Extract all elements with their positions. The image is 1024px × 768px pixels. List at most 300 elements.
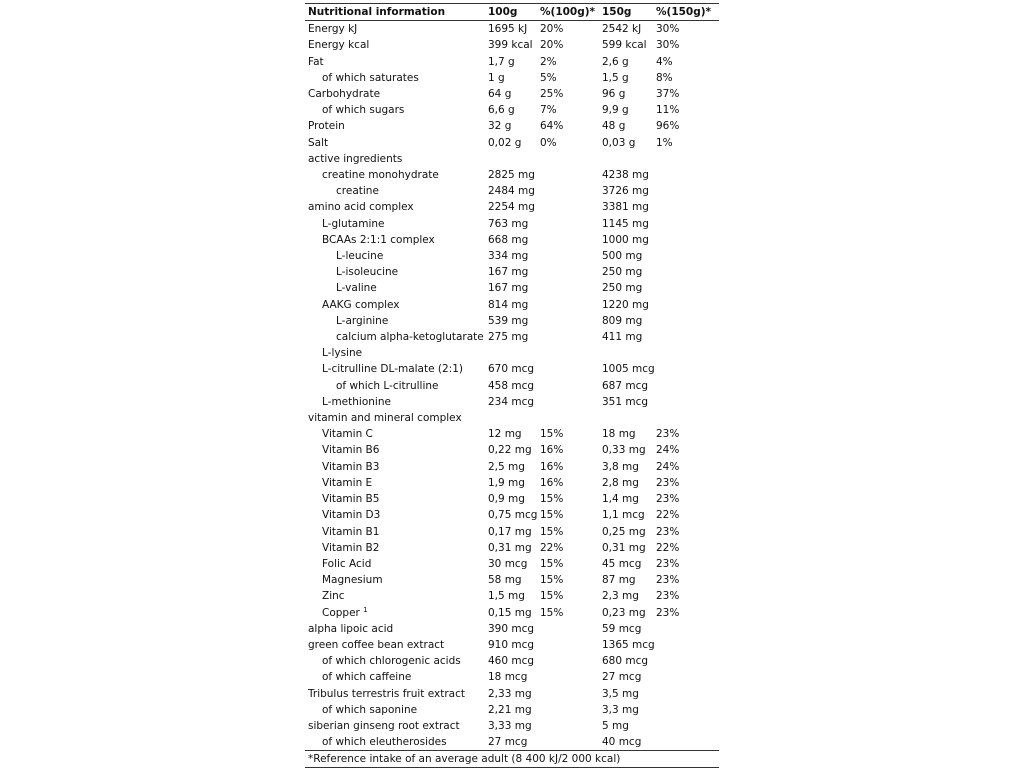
value-150g: 2542 kJ [602, 23, 642, 36]
percent-150g [653, 199, 719, 215]
percent-150g [653, 686, 719, 702]
nutrient-name-text: green coffee bean extract [308, 638, 445, 651]
percent-100g [537, 216, 599, 232]
percent-150g [653, 329, 719, 345]
nutrient-name [305, 264, 485, 280]
nutrient-name [305, 686, 485, 702]
value-100g: 64 g [488, 88, 512, 101]
nutrient-name [305, 313, 485, 329]
value-150g: 5 mg [602, 719, 629, 732]
percent-100g: 0% [540, 136, 557, 149]
percent-150g [653, 734, 719, 750]
percent-100g: 20% [540, 39, 564, 52]
table-row [305, 313, 719, 329]
value-100g: 1,9 mg [488, 476, 525, 489]
nutrient-name [305, 329, 485, 345]
percent-100g: 15% [540, 525, 564, 538]
table-row [305, 718, 719, 734]
value-100g: 763 mg [488, 217, 529, 230]
nutrient-name-text: L-citrulline DL-malate (2:1) [322, 363, 463, 376]
percent-100g: 15% [540, 493, 564, 506]
nutrient-name-text: of which L-citrulline [336, 379, 439, 392]
value-150g: 18 mg [602, 428, 636, 441]
nutrient-name-text: BCAAs 2:1:1 complex [322, 233, 435, 246]
percent-150g [653, 345, 719, 361]
nutrient-name-text: AAKG complex [322, 298, 400, 311]
value-100g: 670 mcg [488, 363, 535, 376]
percent-150g [653, 248, 719, 264]
nutrient-name-text: Carbohydrate [308, 88, 381, 101]
nutrient-name [305, 394, 485, 410]
nutrient-name [305, 248, 485, 264]
value-100g: 12 mg [488, 428, 522, 441]
nutrient-name [305, 102, 485, 118]
table-row [305, 216, 719, 232]
percent-150g: 22% [656, 509, 680, 522]
percent-150g [653, 280, 719, 296]
value-100g: 0,02 g [488, 136, 522, 149]
value-150g: 27 mcg [602, 671, 642, 684]
value-100g: 399 kcal [488, 39, 533, 52]
value-100g: 0,15 mg [488, 606, 532, 619]
footnote: *Reference intake of an average adult (8 400 kJ/2 000 kcal) [305, 750, 719, 768]
value-100g: 275 mg [488, 331, 529, 344]
value-150g: 687 mcg [602, 379, 649, 392]
value-150g: 2,8 mg [602, 476, 639, 489]
nutrient-name [305, 37, 485, 53]
percent-100g [537, 297, 599, 313]
nutrient-name-text: Magnesium [322, 574, 383, 587]
value-100g: 2484 mg [488, 185, 535, 198]
value-100g: 2825 mg [488, 169, 535, 182]
value-150g: 87 mg [602, 574, 636, 587]
value-150g: 0,25 mg [602, 525, 646, 538]
value-100g: 2,21 mg [488, 703, 532, 716]
nutrient-name [305, 345, 485, 361]
percent-150g: 24% [656, 444, 680, 457]
percent-150g [653, 653, 719, 669]
percent-100g: 25% [540, 88, 564, 101]
percent-100g: 64% [540, 120, 564, 133]
nutrient-name [305, 669, 485, 685]
nutrient-name [305, 491, 485, 507]
nutrient-name [305, 475, 485, 491]
percent-150g [653, 702, 719, 718]
percent-100g [537, 410, 599, 426]
nutrient-name-text: Energy kcal [308, 39, 370, 52]
nutrient-name-text: Copper [322, 606, 360, 619]
nutrient-name-text: Salt [308, 136, 329, 149]
nutrient-name [305, 718, 485, 734]
nutrient-name-text: Vitamin C [322, 428, 373, 441]
nutrient-name-text: L-glutamine [322, 217, 385, 230]
percent-100g: 16% [540, 476, 564, 489]
percent-100g [537, 183, 599, 199]
nutrient-name-text: L-valine [336, 282, 377, 295]
table-row [305, 605, 719, 621]
percent-150g [653, 394, 719, 410]
table-row [305, 297, 719, 313]
percent-100g [537, 394, 599, 410]
percent-100g [537, 232, 599, 248]
nutrient-name [305, 410, 485, 426]
nutrient-name [305, 540, 485, 556]
percent-150g [653, 313, 719, 329]
table-row [305, 280, 719, 296]
nutrient-name-text: of which eleutherosides [322, 736, 447, 749]
table-row [305, 135, 719, 151]
table-row [305, 394, 719, 410]
nutrient-name [305, 280, 485, 296]
percent-100g: 15% [540, 557, 564, 570]
header-row [305, 4, 719, 21]
percent-100g [537, 167, 599, 183]
percent-150g [653, 151, 719, 167]
nutrient-name-text: Vitamin B2 [322, 541, 380, 554]
value-150g: 680 mcg [602, 655, 649, 668]
percent-150g: 23% [656, 493, 680, 506]
nutrient-name-text: siberian ginseng root extract [308, 719, 460, 732]
percent-100g: 16% [540, 460, 564, 473]
value-100g: 458 mcg [488, 379, 535, 392]
value-100g: 234 mcg [488, 395, 535, 408]
value-150g: 0,03 g [602, 136, 636, 149]
nutrient-name-text: of which caffeine [322, 671, 412, 684]
header-100g: 100g [485, 4, 537, 21]
value-100g: 2,5 mg [488, 460, 525, 473]
value-150g [599, 151, 653, 167]
table-row [305, 588, 719, 604]
percent-100g [537, 621, 599, 637]
nutrient-name-text: vitamin and mineral complex [308, 412, 462, 425]
nutrient-name-text: creatine monohydrate [322, 169, 439, 182]
value-100g: 0,31 mg [488, 541, 532, 554]
percent-100g: 22% [540, 541, 564, 554]
value-100g [485, 345, 537, 361]
percent-150g: 23% [656, 428, 680, 441]
percent-100g: 16% [540, 444, 564, 457]
value-150g: 40 mcg [602, 736, 642, 749]
nutrient-name [305, 21, 485, 38]
percent-100g: 2% [540, 55, 557, 68]
value-150g: 4238 mg [602, 169, 649, 182]
percent-100g: 15% [540, 590, 564, 603]
table-row [305, 653, 719, 669]
value-100g: 27 mcg [488, 736, 528, 749]
value-100g: 1695 kJ [488, 23, 528, 36]
table-row [305, 345, 719, 361]
nutrient-name [305, 426, 485, 442]
value-100g: 0,17 mg [488, 525, 532, 538]
percent-150g: 37% [656, 88, 680, 101]
value-100g: 58 mg [488, 574, 522, 587]
value-100g: 814 mg [488, 298, 529, 311]
percent-150g: 23% [656, 590, 680, 603]
value-100g: 0,22 mg [488, 444, 532, 457]
value-150g: 2,6 g [602, 55, 629, 68]
value-150g: 3,8 mg [602, 460, 639, 473]
nutrient-name-text: Vitamin B6 [322, 444, 380, 457]
percent-100g [537, 653, 599, 669]
nutrient-name-text: L-isoleucine [336, 266, 399, 279]
nutrient-name-text: Vitamin D3 [322, 509, 381, 522]
percent-100g [537, 686, 599, 702]
value-150g: 2,3 mg [602, 590, 639, 603]
table-row [305, 361, 719, 377]
percent-150g: 23% [656, 476, 680, 489]
value-100g: 32 g [488, 120, 512, 133]
nutrient-name [305, 199, 485, 215]
value-150g: 45 mcg [602, 557, 642, 570]
percent-150g [653, 637, 719, 653]
value-150g: 1220 mg [602, 298, 649, 311]
nutrient-name [305, 556, 485, 572]
value-100g: 167 mg [488, 282, 529, 295]
value-100g: 0,9 mg [488, 493, 525, 506]
percent-150g: 22% [656, 541, 680, 554]
value-100g: 460 mcg [488, 655, 535, 668]
nutrient-name [305, 702, 485, 718]
value-150g: 3,5 mg [602, 687, 639, 700]
percent-100g [537, 702, 599, 718]
nutrient-name-text: calcium alpha-ketoglutarate [336, 331, 484, 344]
nutrient-name-text: Folic Acid [322, 557, 372, 570]
table-row [305, 669, 719, 685]
value-150g: 3726 mg [602, 185, 649, 198]
nutrient-name-text: L-leucine [336, 250, 384, 263]
percent-100g [537, 669, 599, 685]
value-100g: 2,33 mg [488, 687, 532, 700]
value-100g: 1,7 g [488, 55, 515, 68]
percent-100g [537, 361, 599, 377]
table-row [305, 507, 719, 523]
percent-100g [537, 734, 599, 750]
nutrient-name [305, 653, 485, 669]
value-100g: 910 mcg [488, 638, 535, 651]
percent-100g: 20% [540, 23, 564, 36]
percent-150g [653, 167, 719, 183]
value-100g: 390 mcg [488, 622, 535, 635]
value-100g: 167 mg [488, 266, 529, 279]
percent-100g [537, 199, 599, 215]
value-150g: 3381 mg [602, 201, 649, 214]
percent-100g [537, 313, 599, 329]
nutrient-name [305, 507, 485, 523]
nutrient-name [305, 216, 485, 232]
value-150g: 48 g [602, 120, 626, 133]
percent-150g: 11% [656, 104, 680, 117]
nutrient-name-text: of which saturates [322, 71, 419, 84]
percent-150g: 23% [656, 606, 680, 619]
footnote-marker: 1 [363, 605, 368, 614]
nutrient-name [305, 361, 485, 377]
percent-150g: 96% [656, 120, 680, 133]
table-row [305, 264, 719, 280]
table-row [305, 248, 719, 264]
nutrient-name [305, 442, 485, 458]
table-row [305, 572, 719, 588]
table-row [305, 621, 719, 637]
percent-100g: 15% [540, 574, 564, 587]
value-150g: 96 g [602, 88, 626, 101]
table-row [305, 410, 719, 426]
table-row [305, 524, 719, 540]
nutrient-name [305, 605, 485, 621]
percent-100g: 15% [540, 428, 564, 441]
value-100g: 30 mcg [488, 557, 528, 570]
percent-100g [537, 248, 599, 264]
nutrient-name-text: active ingredients [308, 152, 403, 165]
value-150g: 250 mg [602, 282, 643, 295]
value-150g: 59 mcg [602, 622, 642, 635]
table-row [305, 21, 719, 38]
percent-150g: 4% [656, 55, 673, 68]
nutrient-name-text: Protein [308, 120, 345, 133]
table-row [305, 232, 719, 248]
table-header [305, 4, 719, 21]
value-150g: 1,4 mg [602, 493, 639, 506]
nutrient-name [305, 54, 485, 70]
table-row [305, 378, 719, 394]
nutrient-name-text: Zinc [322, 590, 345, 603]
table-body [305, 21, 719, 751]
nutrient-name-text: creatine [336, 185, 379, 198]
nutrient-name [305, 524, 485, 540]
nutrient-name-text: L-methionine [322, 395, 391, 408]
nutrient-name [305, 135, 485, 151]
nutrient-name-text: of which saponine [322, 703, 418, 716]
nutrient-name [305, 151, 485, 167]
percent-150g: 30% [656, 39, 680, 52]
nutrient-name-text: Vitamin B1 [322, 525, 380, 538]
nutrient-name-text: amino acid complex [308, 201, 414, 214]
percent-150g: 8% [656, 71, 673, 84]
percent-150g: 23% [656, 557, 680, 570]
nutrient-name-text: Vitamin B3 [322, 460, 380, 473]
value-100g: 539 mg [488, 314, 529, 327]
percent-100g [537, 151, 599, 167]
percent-150g [653, 621, 719, 637]
percent-100g [537, 637, 599, 653]
percent-100g: 7% [540, 104, 557, 117]
percent-100g [537, 329, 599, 345]
percent-150g: 30% [656, 23, 680, 36]
percent-100g [537, 280, 599, 296]
value-150g: 411 mg [602, 331, 643, 344]
value-150g: 351 mcg [602, 395, 649, 408]
percent-150g: 1% [656, 136, 673, 149]
percent-100g [537, 264, 599, 280]
nutrient-name-text: of which sugars [322, 104, 405, 117]
table-row [305, 637, 719, 653]
nutrient-name-text: L-arginine [336, 314, 389, 327]
value-150g: 1,1 mcg [602, 509, 645, 522]
percent-150g [653, 361, 719, 377]
nutrient-name-text: L-lysine [322, 347, 363, 360]
table-row [305, 459, 719, 475]
percent-150g [653, 410, 719, 426]
table-row [305, 329, 719, 345]
percent-150g [653, 232, 719, 248]
header-percent-150g: %(150g)* [653, 4, 719, 21]
value-100g: 18 mcg [488, 671, 528, 684]
nutrient-name-text: of which chlorogenic acids [322, 655, 461, 668]
value-100g: 2254 mg [488, 201, 535, 214]
value-100g [485, 410, 537, 426]
percent-150g [653, 297, 719, 313]
table-row [305, 86, 719, 102]
value-150g [599, 345, 653, 361]
table-row [305, 734, 719, 750]
value-100g: 1,5 mg [488, 590, 525, 603]
value-150g: 1,5 g [602, 71, 629, 84]
nutrient-name [305, 588, 485, 604]
table-row [305, 491, 719, 507]
table-row [305, 702, 719, 718]
percent-100g [537, 378, 599, 394]
nutrient-name-text: Energy kJ [308, 23, 358, 36]
value-150g: 9,9 g [602, 104, 629, 117]
table-row [305, 118, 719, 134]
percent-100g [537, 718, 599, 734]
table-row [305, 556, 719, 572]
nutrient-name-text: Vitamin E [322, 476, 373, 489]
value-100g: 0,75 mcg [488, 509, 538, 522]
percent-100g [537, 345, 599, 361]
nutrient-name [305, 167, 485, 183]
table-row [305, 442, 719, 458]
nutrient-name [305, 459, 485, 475]
table-row [305, 37, 719, 53]
header-percent-100g: %(100g)* [537, 4, 599, 21]
nutrient-name [305, 118, 485, 134]
value-100g: 3,33 mg [488, 719, 532, 732]
percent-100g: 15% [540, 606, 564, 619]
value-100g: 334 mg [488, 250, 529, 263]
nutrient-name [305, 70, 485, 86]
nutrient-name [305, 621, 485, 637]
value-150g: 250 mg [602, 266, 643, 279]
nutrient-name-text: Fat [308, 55, 324, 68]
value-150g: 599 kcal [602, 39, 647, 52]
value-100g: 6,6 g [488, 104, 515, 117]
value-150g: 1145 mg [602, 217, 649, 230]
value-150g: 0,23 mg [602, 606, 646, 619]
header-150g: 150g [599, 4, 653, 21]
value-100g: 1 g [488, 71, 505, 84]
header-nutritional-information: Nutritional information [305, 4, 485, 21]
nutrition-table [305, 3, 719, 750]
value-150g: 0,33 mg [602, 444, 646, 457]
value-150g: 500 mg [602, 250, 643, 263]
value-150g [599, 410, 653, 426]
table-row [305, 102, 719, 118]
table-row [305, 426, 719, 442]
table-row [305, 151, 719, 167]
value-150g: 1000 mg [602, 233, 649, 246]
percent-150g [653, 264, 719, 280]
table-row [305, 54, 719, 70]
nutrient-name [305, 297, 485, 313]
nutrient-name [305, 378, 485, 394]
table-row [305, 475, 719, 491]
percent-150g [653, 718, 719, 734]
percent-150g [653, 378, 719, 394]
table-row [305, 686, 719, 702]
table-row [305, 70, 719, 86]
table-row [305, 183, 719, 199]
percent-100g: 15% [540, 509, 564, 522]
